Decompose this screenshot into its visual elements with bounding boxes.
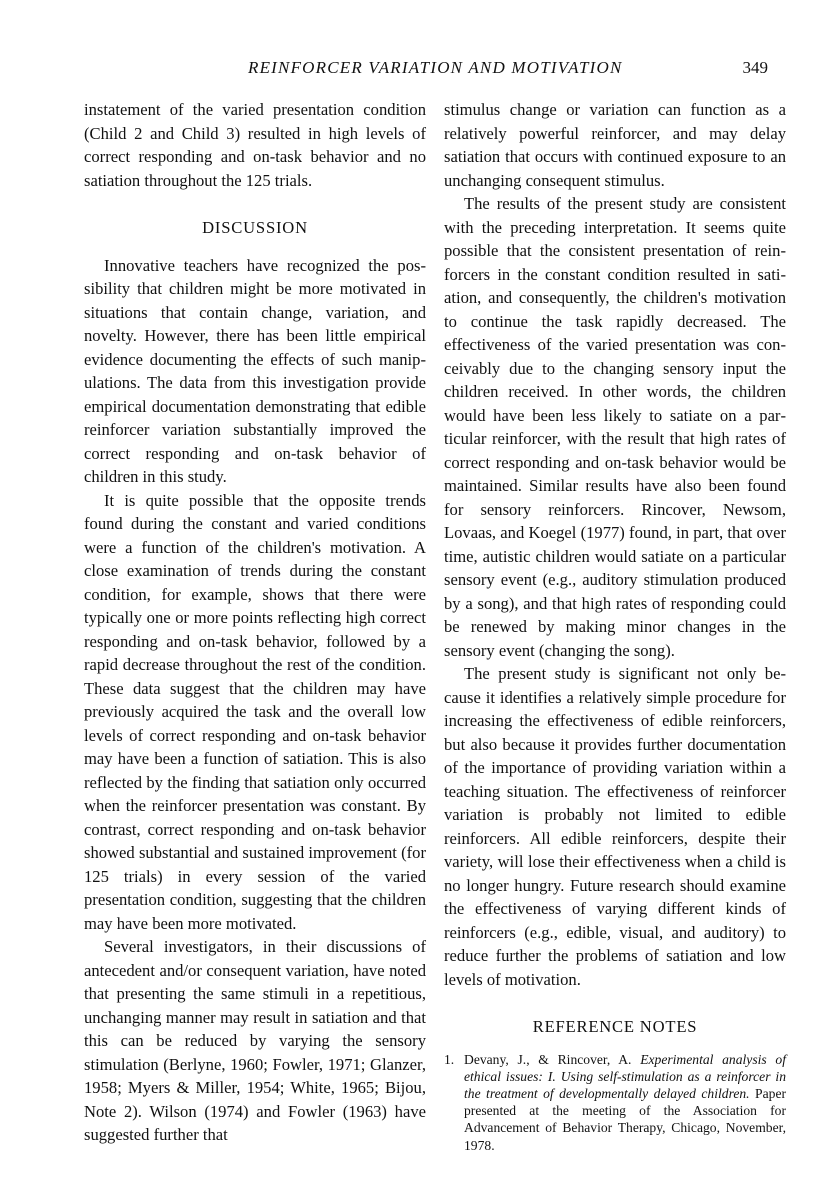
running-title: REINFORCER VARIATION AND MOTIVATION — [248, 58, 623, 77]
reference-title: Experimental analysis of ethical issues: I. Using self-stimulation as a reinforcer in the treatment of developmentally delayed children. — [464, 1051, 786, 1101]
right-column — [444, 98, 786, 1154]
paragraph-continued: instatement of the varied presentation condition (Child 2 and Child 3) resulted in high levels of correct responding and on-task behavior and no satiation throughout the 125 trials. — [84, 100, 426, 190]
discussion-paragraph-2: It is quite possible that the opposite trends found during the constant and varied conditions were a function of the children's motivation. A close examination of trends during the constant condition, for example, shows that there were typically one or more points reflecting high correct responding and on-task behavior, followed by a rapid decrease throughout the rest of the condition. These data suggest that the children may have previously acquired the task and the overall low levels of correct responding and on-task behavior may have been a function of satiation. This is also reflected by the finding that satiation only occurred when the reinforcer presentation was constant. By contrast, correct responding and on-task behavior showed substantial and sustained improvement (for 125 trials) in every session of the varied presentation condition, suggesting that the children may have been more motivated. — [84, 490, 426, 933]
reference-notes-heading: REFERENCE NOTES — [532, 1017, 698, 1036]
discussion-heading: DISCUSSION — [202, 218, 308, 237]
paragraph-continued-right: stimulus change or variation can function as a relatively powerful reinforcer, and may delay satiation that occurs with continued exposure to an unchanging consequent stimulus. — [444, 100, 786, 190]
reference-details: Paper presented at the meeting of the Association for Advancement of Behavior Therapy, Chicago, November, 1978. — [464, 1085, 786, 1153]
reference-number: 1. — [444, 1051, 455, 1067]
running-head — [0, 58, 816, 80]
discussion-paragraph-1: Innovative teachers have recognized the possibility that children might be more motivated in situations that contain change, variation, and novelty. However, there has been little empirical evidence documenting the effects of such manipulations. The data from this investigation provide empirical documentation demonstrating that edible reinforcer variation substantially improved the correct responding and on-task behavior of children in this study. — [84, 255, 426, 486]
discussion-paragraph-5: The present study is significant not only because it identifies a relatively simple procedure for increasing the effectiveness of edible reinforcers, but also because it provides further documentation of the importance of providing variation within a teaching situation. The effectiveness of reinforcer variation is probably not limited to edible reinforcers. All edible reinforcers, despite their variety, will lose their effectiveness when a child is no longer hungry. Future research should examine the effectiveness of varying different kinds of reinforcers (e.g., edible, visual, and auditory) to reduce further the problems of satiation and low levels of motivation. — [444, 664, 786, 989]
left-column — [84, 98, 426, 1147]
discussion-paragraph-3: Several investigators, in their discussions of antecedent and/or consequent variation, have noted that presenting the same stimuli in a repetitious, unchanging manner may result in satiation and that this can be reduced by varying the sensory stimulation (Berlyne, 1960; Fowler, 1971; Glanzer, 1958; Myers & Miller, 1954; White, 1965; Bijou, Note 2). Wilson (1974) and Fowler (1963) have suggested further that — [84, 937, 426, 1144]
reference-authors: Devany, J., & Rincover, A. — [464, 1051, 632, 1067]
reference-note-1 — [444, 1051, 786, 1154]
page-number: 349 — [742, 58, 768, 77]
discussion-paragraph-4: The results of the present study are consistent with the preceding interpretation. It seems quite possible that the consistent presentation of reinforcers in the constant condition resulted in satiation, and consequently, the children's motivation to continue the task rapidly decreased. The effectiveness of the varied presentation was conceivably due to the changing sensory input the children received. In other words, the children would have been less likely to satiate on a particular reinforcer, with the result that high rates of correct responding and on-task behavior would be maintained. Similar results have also been found for sensory reinforcers. Rincover, Newsom, Lovaas, and Koegel (1977) found, in part, that over time, autistic children would satiate on a particular sensory event (e.g., auditory stimulation produced by a song), and that high rates of responding could be renewed by making minor changes in the sensory event (changing the song). — [444, 194, 786, 660]
